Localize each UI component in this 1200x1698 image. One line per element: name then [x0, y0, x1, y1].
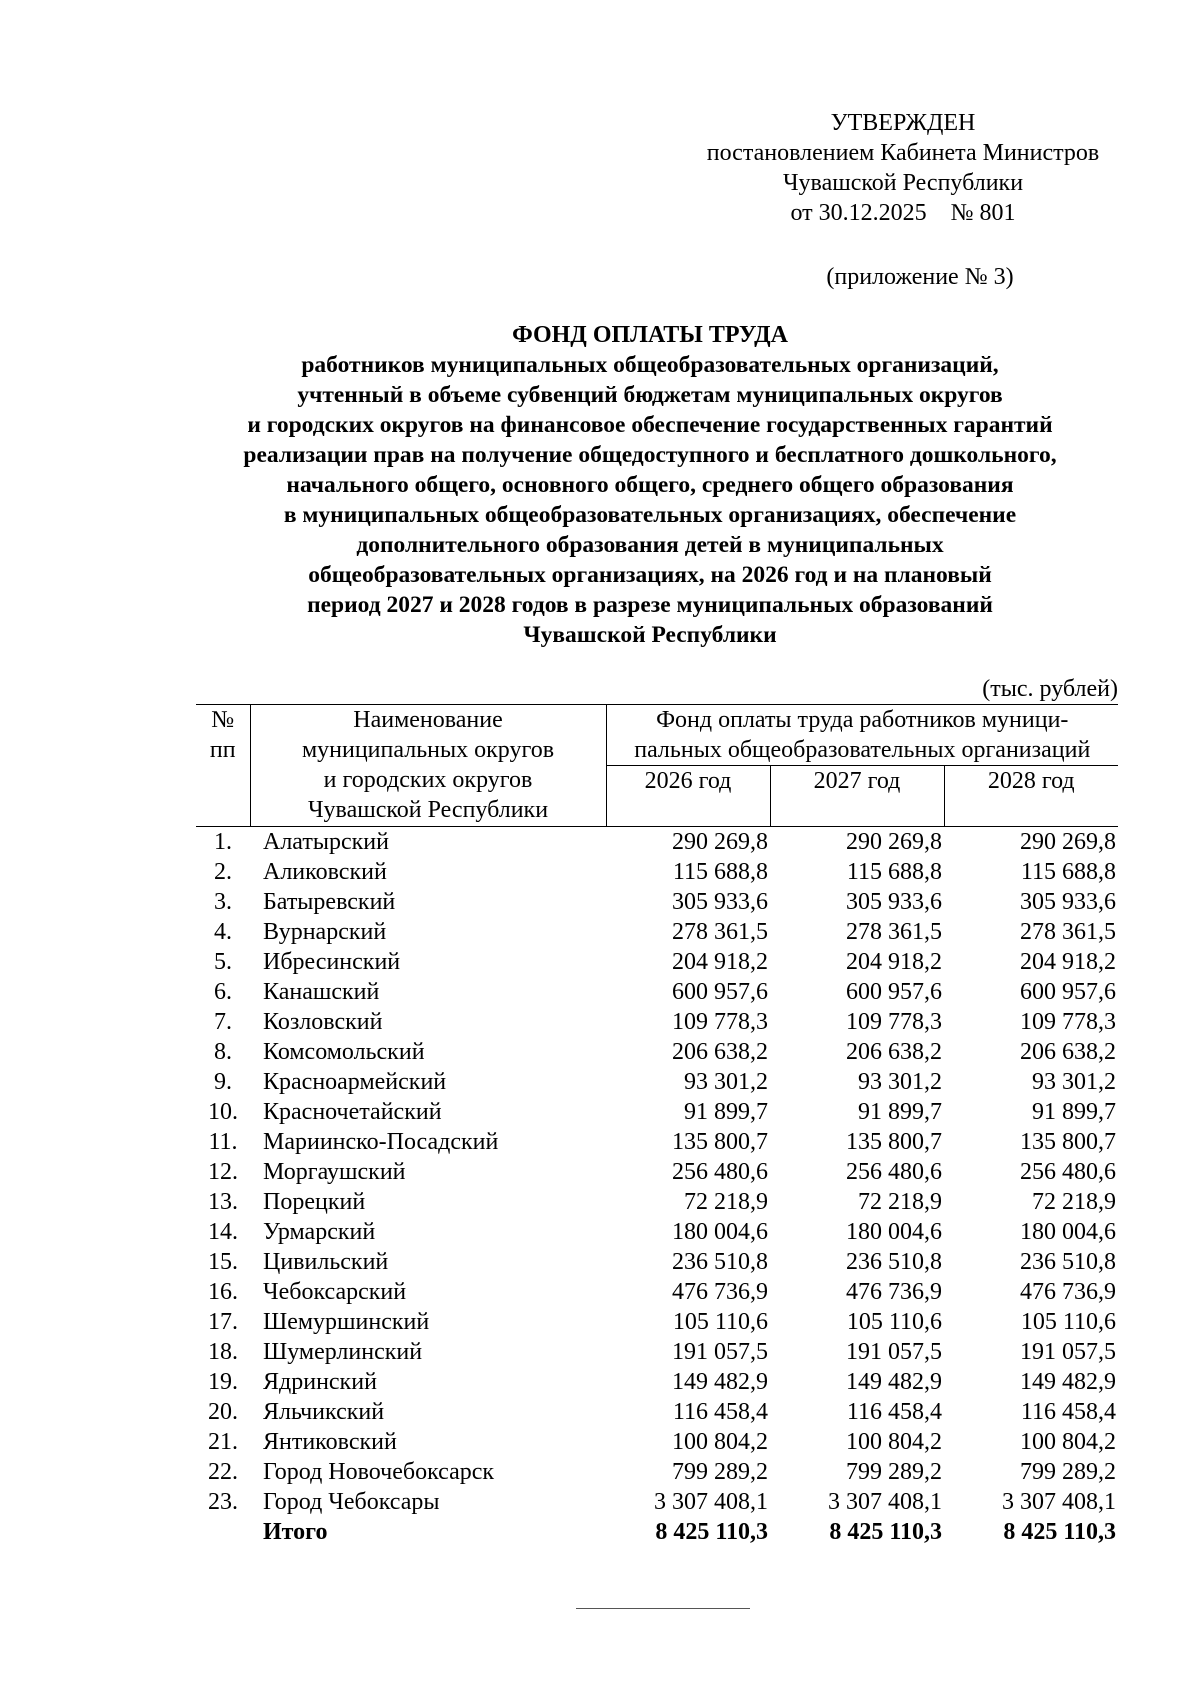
row-number: 5. — [214, 949, 232, 975]
municipality-name: Шумерлинский — [263, 1339, 423, 1365]
value-2028: 476 736,9 — [1020, 1279, 1117, 1305]
municipality-name: Красночетайский — [263, 1099, 442, 1125]
value-2028: 600 957,6 — [1020, 979, 1117, 1005]
value-2027: 600 957,6 — [846, 979, 942, 1005]
value-2027: 191 057,5 — [846, 1339, 942, 1365]
header-fund-group: Фонд оплаты труда работников муници- пальных общеобразовательных организаций — [606, 705, 1118, 766]
municipality-name: Ибресинский — [263, 949, 401, 975]
table-row — [196, 1457, 1118, 1487]
table-row — [196, 1127, 1118, 1157]
value-2026: 305 933,6 — [672, 889, 768, 915]
row-number: 2. — [214, 859, 232, 885]
value-2028: 135 800,7 — [1020, 1129, 1117, 1155]
municipality-name: Цивильский — [263, 1249, 389, 1275]
document-title — [190, 320, 1110, 650]
value-2026: 191 057,5 — [672, 1339, 768, 1365]
value-2026: 149 482,9 — [672, 1369, 768, 1395]
title-line: работников муниципальных общеобразовательных организаций, — [301, 352, 999, 378]
table-row — [196, 827, 1118, 858]
value-2026: 290 269,8 — [672, 829, 768, 855]
table-header — [196, 705, 1118, 827]
value-2026: 600 957,6 — [672, 979, 768, 1005]
table-row — [196, 1397, 1118, 1427]
value-2028: 72 218,9 — [1032, 1189, 1117, 1215]
municipality-name: Янтиковский — [263, 1429, 397, 1455]
value-2027: 256 480,6 — [846, 1159, 942, 1185]
title-line: и городских округов на финансовое обеспечение государственных гарантий — [247, 412, 1053, 438]
municipality-name: Аликовский — [263, 859, 387, 885]
table-row — [196, 1337, 1118, 1367]
value-2027: 305 933,6 — [846, 889, 942, 915]
title-line: дополнительного образования детей в муниципальных — [356, 532, 944, 558]
title-line: в муниципальных общеобразовательных организациях, обеспечение — [283, 502, 1017, 528]
value-2028: 149 482,9 — [1020, 1369, 1117, 1395]
total-row — [196, 1517, 1118, 1547]
value-2026: 105 110,6 — [672, 1309, 768, 1335]
municipality-name: Порецкий — [263, 1189, 366, 1215]
table-row — [196, 1097, 1118, 1127]
value-2026: 115 688,8 — [672, 859, 768, 885]
header-year-2026: 2026 год — [606, 766, 770, 827]
row-number: 13. — [208, 1189, 238, 1215]
value-2027: 115 688,8 — [846, 859, 942, 885]
row-number: 9. — [214, 1069, 232, 1095]
approval-line: постановлением Кабинета Министров — [706, 140, 1100, 166]
row-number: 4. — [214, 919, 232, 945]
value-2028: 116 458,4 — [1020, 1399, 1117, 1425]
row-number: 22. — [208, 1459, 238, 1485]
row-number: 17. — [208, 1309, 238, 1335]
table-row — [196, 857, 1118, 887]
table-row — [196, 977, 1118, 1007]
value-2027: 105 110,6 — [846, 1309, 942, 1335]
row-number: 19. — [208, 1369, 238, 1395]
value-2026: 91 899,7 — [684, 1099, 768, 1125]
value-2028: 236 510,8 — [1020, 1249, 1117, 1275]
table-row — [196, 1187, 1118, 1217]
header-year-2028: 2028 год — [944, 766, 1118, 827]
municipality-name: Красноармейский — [263, 1069, 447, 1095]
title-line: Чувашской Республики — [523, 622, 777, 648]
total-label: Итого — [263, 1519, 328, 1545]
value-2026: 116 458,4 — [672, 1399, 768, 1425]
value-2028: 109 778,3 — [1020, 1009, 1117, 1035]
value-2027: 180 004,6 — [846, 1219, 942, 1245]
payroll-table — [196, 704, 1118, 1547]
title-line: начального общего, основного общего, среднего общего образования — [286, 472, 1014, 498]
value-2027: 206 638,2 — [846, 1039, 942, 1065]
municipality-name: Урмарский — [263, 1219, 376, 1245]
value-2028: 278 361,5 — [1020, 919, 1117, 945]
value-2028: 256 480,6 — [1020, 1159, 1117, 1185]
table-row — [196, 947, 1118, 977]
value-2027: 93 301,2 — [858, 1069, 942, 1095]
row-number: 18. — [208, 1339, 238, 1365]
row-number: 15. — [208, 1249, 238, 1275]
row-number: 14. — [208, 1219, 238, 1245]
table-row — [196, 1037, 1118, 1067]
value-2026: 100 804,2 — [672, 1429, 768, 1455]
table-row — [196, 1157, 1118, 1187]
value-2026: 236 510,8 — [672, 1249, 768, 1275]
row-number: 8. — [214, 1039, 232, 1065]
value-2027: 236 510,8 — [846, 1249, 942, 1275]
value-2027: 290 269,8 — [846, 829, 942, 855]
table-body — [196, 827, 1118, 1548]
table-row — [196, 917, 1118, 947]
row-number: 12. — [208, 1159, 238, 1185]
value-2028: 290 269,8 — [1020, 829, 1117, 855]
total-2026: 8 425 110,3 — [655, 1519, 768, 1545]
value-2027: 116 458,4 — [846, 1399, 942, 1425]
footer-rule — [576, 1608, 750, 1609]
municipality-name: Мариинско-Посадский — [263, 1129, 499, 1155]
header-year-2027: 2027 год — [770, 766, 944, 827]
value-2026: 135 800,7 — [672, 1129, 768, 1155]
municipality-name: Шемуршинский — [263, 1309, 430, 1335]
title-line: реализации прав на получение общедоступного и бесплатного дошкольного, — [243, 442, 1057, 468]
row-number: 16. — [208, 1279, 238, 1305]
value-2026: 206 638,2 — [672, 1039, 768, 1065]
value-2026: 180 004,6 — [672, 1219, 768, 1245]
table-row — [196, 1067, 1118, 1097]
total-2028: 8 425 110,3 — [1003, 1519, 1117, 1545]
header-name: Наименование муниципальных округов и городских округов Чувашской Республики — [250, 705, 606, 827]
municipality-name: Город Чебоксары — [263, 1489, 440, 1515]
municipality-name: Чебоксарский — [263, 1279, 407, 1305]
units-label: (тыс. рублей) — [982, 676, 1118, 702]
value-2027: 72 218,9 — [858, 1189, 942, 1215]
value-2028: 105 110,6 — [1020, 1309, 1117, 1335]
value-2027: 3 307 408,1 — [828, 1489, 942, 1515]
municipality-name: Комсомольский — [263, 1039, 425, 1065]
value-2026: 256 480,6 — [672, 1159, 768, 1185]
value-2028: 91 899,7 — [1032, 1099, 1117, 1125]
value-2028: 305 933,6 — [1020, 889, 1117, 915]
value-2027: 100 804,2 — [846, 1429, 942, 1455]
municipality-name: Яльчикский — [263, 1399, 385, 1425]
table-row — [196, 887, 1118, 917]
value-2026: 3 307 408,1 — [654, 1489, 768, 1515]
approval-stamp — [688, 108, 1118, 228]
table-row — [196, 1487, 1118, 1517]
row-number: 10. — [208, 1099, 238, 1125]
approval-date-number: от 30.12.2025 № 801 — [790, 200, 1016, 226]
municipality-name: Козловский — [263, 1009, 383, 1035]
value-2026: 109 778,3 — [672, 1009, 768, 1035]
value-2026: 72 218,9 — [684, 1189, 768, 1215]
row-number: 20. — [208, 1399, 238, 1425]
title-line: учтенный в объеме субвенций бюджетам муниципальных округов — [297, 382, 1003, 408]
value-2027: 278 361,5 — [846, 919, 942, 945]
value-2026: 93 301,2 — [684, 1069, 768, 1095]
approval-line: Чувашской Республики — [782, 170, 1024, 196]
row-number: 7. — [214, 1009, 232, 1035]
header-number: № пп — [196, 705, 250, 827]
title-line: общеобразовательных организациях, на 2026 год и на плановый — [308, 562, 992, 588]
municipality-name: Город Новочебоксарск — [263, 1459, 495, 1485]
table-row — [196, 1307, 1118, 1337]
row-number: 11. — [208, 1129, 238, 1155]
municipality-name: Ядринский — [263, 1369, 377, 1395]
table-row — [196, 1217, 1118, 1247]
value-2026: 204 918,2 — [672, 949, 768, 975]
value-2026: 476 736,9 — [672, 1279, 768, 1305]
row-number: 21. — [208, 1429, 238, 1455]
value-2028: 191 057,5 — [1020, 1339, 1117, 1365]
table-row — [196, 1427, 1118, 1457]
value-2027: 109 778,3 — [846, 1009, 942, 1035]
row-number: 23. — [208, 1489, 238, 1515]
title-line: период 2027 и 2028 годов в разрезе муниципальных образований — [307, 592, 993, 618]
municipality-name: Моргаушский — [263, 1159, 406, 1185]
value-2028: 204 918,2 — [1020, 949, 1117, 975]
municipality-name: Вурнарский — [263, 919, 387, 945]
value-2028: 93 301,2 — [1032, 1069, 1117, 1095]
row-number: 6. — [214, 979, 232, 1005]
table-row — [196, 1367, 1118, 1397]
value-2028: 180 004,6 — [1020, 1219, 1117, 1245]
municipality-name: Канашский — [263, 979, 380, 1005]
value-2026: 799 289,2 — [672, 1459, 768, 1485]
row-number: 3. — [214, 889, 232, 915]
municipality-name: Батыревский — [263, 889, 396, 915]
value-2027: 204 918,2 — [846, 949, 942, 975]
value-2027: 799 289,2 — [846, 1459, 942, 1485]
value-2028: 100 804,2 — [1020, 1429, 1117, 1455]
value-2028: 206 638,2 — [1020, 1039, 1117, 1065]
appendix-label: (приложение № 3) — [826, 264, 1014, 290]
value-2027: 135 800,7 — [846, 1129, 942, 1155]
table-row — [196, 1007, 1118, 1037]
title-main: ФОНД ОПЛАТЫ ТРУДА — [512, 322, 788, 348]
approval-heading: УТВЕРЖДЕН — [830, 110, 976, 136]
value-2027: 476 736,9 — [846, 1279, 942, 1305]
total-number-cell — [196, 1517, 250, 1547]
value-2026: 278 361,5 — [672, 919, 768, 945]
table-row — [196, 1247, 1118, 1277]
value-2028: 115 688,8 — [1020, 859, 1117, 885]
value-2028: 3 307 408,1 — [1002, 1489, 1117, 1515]
row-number: 1. — [214, 829, 232, 855]
municipality-name: Алатырский — [263, 829, 389, 855]
total-2027: 8 425 110,3 — [829, 1519, 942, 1545]
table-row — [196, 1277, 1118, 1307]
value-2028: 799 289,2 — [1020, 1459, 1117, 1485]
value-2027: 149 482,9 — [846, 1369, 942, 1395]
value-2027: 91 899,7 — [858, 1099, 942, 1125]
